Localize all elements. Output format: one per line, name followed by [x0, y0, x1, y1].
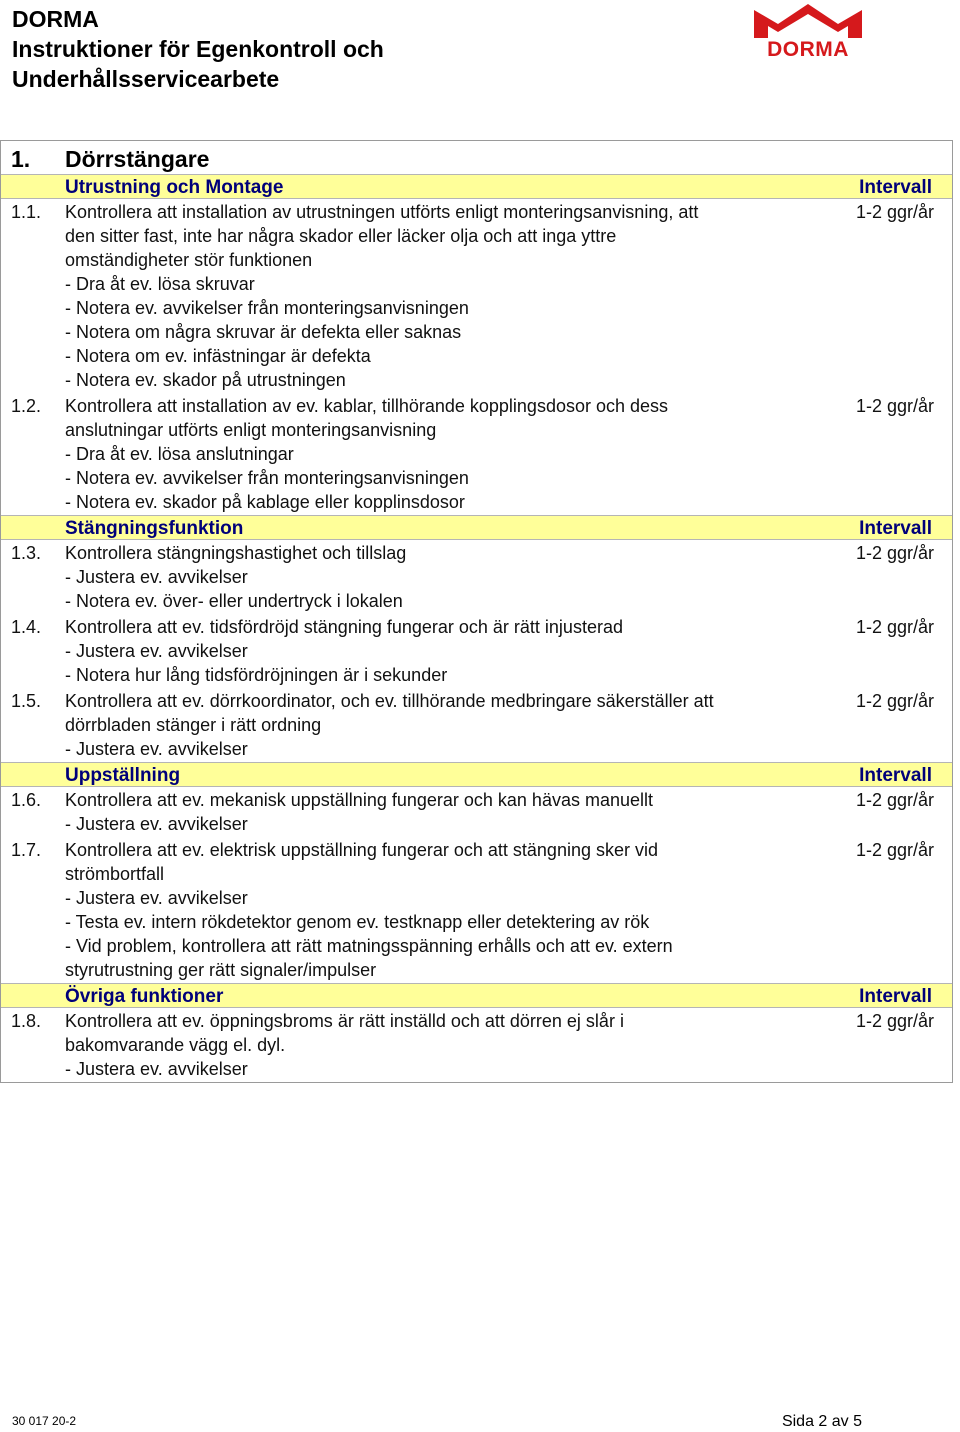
header-brand: DORMA [12, 6, 99, 32]
interval-header: Intervall [859, 986, 932, 1007]
group-title: Övriga funktioner [65, 986, 224, 1007]
table-row [1, 614, 952, 688]
description-line: Kontrollera stängningshastighet och tillslag [65, 543, 407, 563]
logo-wordmark: DORMA [767, 38, 849, 61]
item-number: 1.7. [11, 840, 42, 860]
crown-icon [752, 2, 864, 40]
item-description [65, 541, 825, 613]
interval-header: Intervall [859, 177, 932, 198]
document-header [12, 4, 384, 94]
table-row [1, 1008, 952, 1082]
description-line: - Dra åt ev. lösa anslutningar [65, 444, 294, 464]
section-header-row [1, 515, 952, 540]
header-title-line-1: Instruktioner för Egenkontroll och [12, 36, 384, 62]
doc-number: 30 017 20-2 [12, 1414, 77, 1428]
item-frequency: 1-2 ggr/år [855, 790, 934, 810]
description-line: Kontrollera att installation av ev. kablar, tillhörande kopplingsdosor och dess [65, 396, 669, 416]
table-row [1, 688, 952, 762]
description-line: - Justera ev. avvikelser [65, 888, 248, 908]
description-line: dörrbladen stänger i rätt ordning [65, 715, 322, 735]
item-description [65, 615, 825, 687]
item-frequency: 1-2 ggr/år [855, 1011, 934, 1031]
item-frequency: 1-2 ggr/år [855, 691, 934, 711]
interval-header: Intervall [859, 765, 932, 786]
item-number: 1.8. [11, 1011, 42, 1031]
description-line: - Notera ev. avvikelser från monteringsanvisningen [65, 298, 469, 318]
item-frequency: 1-2 ggr/år [855, 617, 934, 637]
description-line: - Testa ev. intern rökdetektor genom ev. testknapp eller detektering av rök [65, 912, 650, 932]
description-line: omständigheter stör funktionen [65, 250, 313, 270]
description-line: - Notera om ev. infästningar är defekta [65, 346, 371, 366]
item-description [65, 394, 825, 514]
description-line: styrutrustning ger rätt signaler/impulser [65, 960, 377, 980]
group-title: Utrustning och Montage [65, 177, 284, 198]
item-number: 1.4. [11, 617, 42, 637]
table-row [1, 837, 952, 983]
item-frequency: 1-2 ggr/år [855, 202, 934, 222]
description-line: Kontrollera att ev. tidsfördröjd stängning fungerar och är rätt injusterad [65, 617, 623, 637]
item-frequency: 1-2 ggr/år [855, 396, 934, 416]
description-line: anslutningar utförts enligt monteringsanvisning [65, 420, 437, 440]
description-line: - Notera ev. avvikelser från monteringsanvisningen [65, 468, 469, 488]
description-line: - Justera ev. avvikelser [65, 814, 248, 834]
description-line: Kontrollera att ev. elektrisk uppställning fungerar och att stängning sker vid [65, 840, 658, 860]
table-row [1, 787, 952, 837]
section-number: 1. [11, 146, 31, 172]
description-line: den sitter fast, inte har några skador eller läcker olja och att inga yttre [65, 226, 617, 246]
maintenance-table [0, 140, 953, 1083]
group-title: Stängningsfunktion [65, 518, 244, 539]
item-description [65, 838, 825, 982]
section-header-row [1, 762, 952, 787]
table-row [1, 393, 952, 515]
description-line: - Justera ev. avvikelser [65, 641, 248, 661]
description-line: - Justera ev. avvikelser [65, 567, 248, 587]
description-line: Kontrollera att ev. dörrkoordinator, och ev. tillhörande medbringare säkerställer att [65, 691, 714, 711]
item-description [65, 200, 825, 392]
description-line: Kontrollera att ev. öppningsbroms är rätt inställd och att dörren ej slår i [65, 1011, 624, 1031]
description-line: - Notera om några skruvar är defekta eller saknas [65, 322, 462, 342]
description-line: - Notera ev. över- eller undertryck i lokalen [65, 591, 403, 611]
description-line: bakomvarande vägg el. dyl. [65, 1035, 286, 1055]
item-frequency: 1-2 ggr/år [855, 840, 934, 860]
section-header-row [1, 983, 952, 1008]
item-description [65, 1009, 825, 1081]
item-number: 1.6. [11, 790, 42, 810]
section-title: Dörrstängare [65, 146, 210, 172]
item-number: 1.5. [11, 691, 42, 711]
table-row [1, 199, 952, 393]
item-number: 1.1. [11, 202, 42, 222]
interval-header: Intervall [859, 518, 932, 539]
description-line: - Dra åt ev. lösa skruvar [65, 274, 255, 294]
section-header-row [1, 174, 952, 199]
description-line: - Justera ev. avvikelser [65, 739, 248, 759]
item-number: 1.3. [11, 543, 42, 563]
section-title-row [1, 141, 952, 174]
item-number: 1.2. [11, 396, 42, 416]
table-body [1, 174, 952, 1082]
item-description [65, 689, 825, 761]
description-line: Kontrollera att installation av utrustningen utförts enligt monteringsanvisning, att [65, 202, 699, 222]
table-row [1, 540, 952, 614]
description-line: strömbortfall [65, 864, 165, 884]
header-title-line-2: Underhållsservicearbete [12, 66, 280, 92]
page-number: Sida 2 av 5 [781, 1413, 862, 1430]
description-line: - Justera ev. avvikelser [65, 1059, 248, 1079]
group-title: Uppställning [65, 765, 181, 786]
description-line: Kontrollera att ev. mekanisk uppställning fungerar och kan hävas manuellt [65, 790, 653, 810]
description-line: - Notera ev. skador på utrustningen [65, 370, 346, 390]
description-line: - Vid problem, kontrollera att rätt matningsspänning erhålls och att ev. extern [65, 936, 673, 956]
item-description [65, 788, 825, 836]
item-frequency: 1-2 ggr/år [855, 543, 934, 563]
description-line: - Notera ev. skador på kablage eller kopplinsdosor [65, 492, 465, 512]
description-line: - Notera hur lång tidsfördröjningen är i sekunder [65, 665, 448, 685]
dorma-logo [752, 2, 864, 62]
